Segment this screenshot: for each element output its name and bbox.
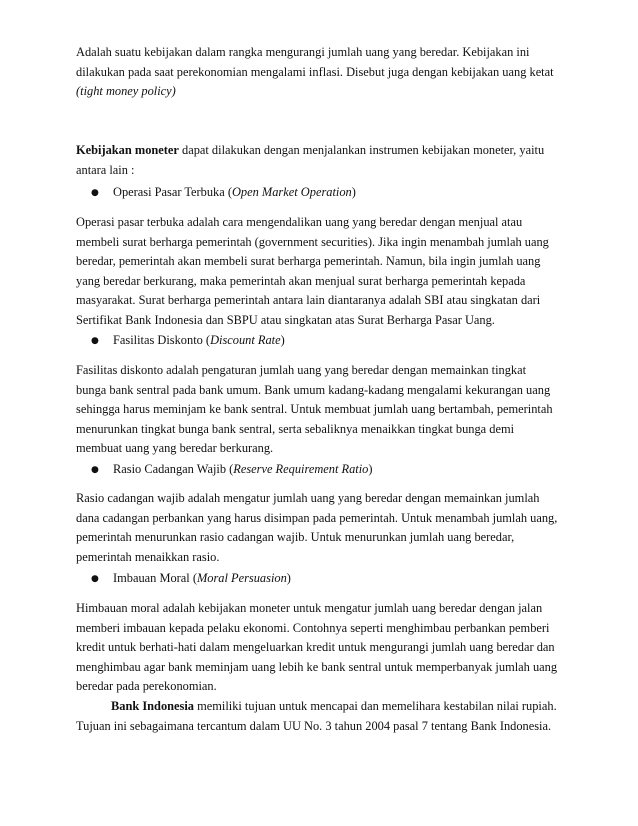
text-line: menurunkan tingkat bunga bank sentral, serta sebaliknya menaikkan tingkat bunga demi: [76, 421, 515, 436]
bullet-open-market-operation: [91, 183, 356, 204]
text-line: Himbauan moral adalah kebijakan moneter untuk mengatur jumlah uang beredar dengan jalan: [76, 601, 543, 615]
text-line: memberi imbauan kepada pelaku ekonomi. Contohnya seperti menghimbau perbankan pemberi: [76, 620, 550, 635]
italic-term: (tight money policy): [76, 84, 176, 99]
bold-term: Kebijakan moneter: [76, 143, 179, 157]
paragraph-reserve-requirement-ratio: [76, 489, 562, 567]
text-line: Rasio cadangan wajib adalah mengatur jumlah uang yang beredar dengan memainkan jumlah: [76, 491, 540, 505]
text-line: beredar pada perekonomian.: [76, 679, 217, 694]
text-span: dapat dilakukan dengan menjalankan instrumen kebijakan moneter, yaitu: [178, 143, 545, 157]
text-line: bunga bank sentral pada bank umum. Bank umum kadang-kadang mengalami kekurangan uang: [76, 382, 551, 397]
text-line: Sertifikat Bank Indonesia dan SBPU atau singkatan atas Surat Berharga Pasar Uang.: [76, 312, 495, 327]
text-line: [76, 141, 562, 161]
text-line: kredit untuk berhati-hati dalam mengeluarkan kredit untuk mengurangi jumlah uang beredar dan: [76, 640, 555, 655]
text-line: Fasilitas diskonto adalah pengaturan jumlah uang yang beredar dengan memainkan tingkat: [76, 363, 527, 377]
bullet-text: Fasilitas Diskonto (: [113, 333, 211, 347]
bullet-icon: ●: [91, 465, 99, 475]
text-line: membuat uang yang beredar berkurang.: [76, 441, 274, 456]
text-line: antara lain :: [76, 162, 135, 177]
text-line: Operasi pasar terbuka adalah cara mengendalikan uang yang beredar dengan menjual atau: [76, 215, 523, 229]
bullet-text-close: ): [286, 571, 291, 585]
bold-term: Bank Indonesia: [111, 699, 194, 713]
text-line: menghimbau agar bank meminjam uang lebih ke bank sentral untuk memperbanyak jumlah uang: [76, 659, 558, 674]
text-line: dilakukan pada saat perekonomian mengalami inflasi. Disebut juga dengan kebijakan uang ketat: [76, 64, 554, 79]
bullet-text-close: ): [280, 333, 285, 347]
text-line: masyarakat. Surat berharga pemerintah antara lain diantaranya adalah SBI atau singkatan dari: [76, 293, 541, 308]
text-line: [76, 697, 562, 717]
italic-term: Discount Rate: [210, 333, 281, 347]
paragraph-moral-persuasion: [76, 599, 562, 697]
text-line: [76, 82, 562, 102]
bullet-text: Imbauan Moral (: [113, 571, 197, 585]
text-span: memiliki tujuan untuk mencapai dan memelihara kestabilan nilai rupiah.: [194, 699, 557, 713]
text-line: pemerintah menurunkan rasio cadangan wajib. Untuk menurunkan jumlah uang beredar,: [76, 530, 515, 545]
paragraph-monetary-policy-intro: [76, 141, 562, 180]
bullet-discount-rate: [91, 331, 285, 352]
paragraph-open-market-operation: [76, 213, 562, 331]
paragraph-discount-rate: [76, 361, 562, 459]
bullet-text: Operasi Pasar Terbuka (: [113, 185, 232, 199]
text-line: yang beredar berkurang, maka pemerintah akan menjual surat berharga pemerintah kepada: [76, 273, 526, 288]
paragraph-bank-indonesia: [76, 697, 562, 736]
text-line: Tujuan ini sebagaimana tercantum dalam UU No. 3 tahun 2004 pasal 7 tentang Bank Indonesia.: [76, 718, 552, 733]
bullet-icon: ●: [91, 188, 99, 198]
bullet-icon: ●: [91, 336, 99, 346]
text-line: Adalah suatu kebijakan dalam rangka mengurangi jumlah uang yang beredar. Kebijakan ini: [76, 45, 530, 59]
text-line: pemerintah menaikkan rasio.: [76, 549, 220, 564]
bullet-text: Rasio Cadangan Wajib (: [113, 462, 234, 476]
bullet-text-close: ): [368, 462, 373, 476]
bullet-moral-persuasion: [91, 569, 291, 590]
text-line: beredar, pemerintah akan membeli surat berharga pemerintah. Namun, bila ingin jumlah uang: [76, 254, 541, 269]
bullet-reserve-requirement-ratio: [91, 460, 373, 481]
bullet-text-close: ): [351, 185, 356, 199]
text-line: dana cadangan perbankan yang harus disimpan pada pemerintah. Untuk menambah jumlah uang,: [76, 510, 558, 525]
text-line: sehingga harus meminjam ke bank sentral. Untuk membuat jumlah uang bertambah, pemerintah: [76, 402, 553, 417]
italic-term: Reserve Requirement Ratio: [233, 462, 369, 476]
italic-term: Moral Persuasion: [196, 571, 287, 585]
bullet-icon: ●: [91, 574, 99, 584]
paragraph-tight-money-policy: [76, 43, 562, 102]
text-line: membeli surat berharga pemerintah (government securities). Jika ingin menambah jumlah uang: [76, 234, 549, 249]
italic-term: Open Market Operation: [231, 185, 352, 199]
